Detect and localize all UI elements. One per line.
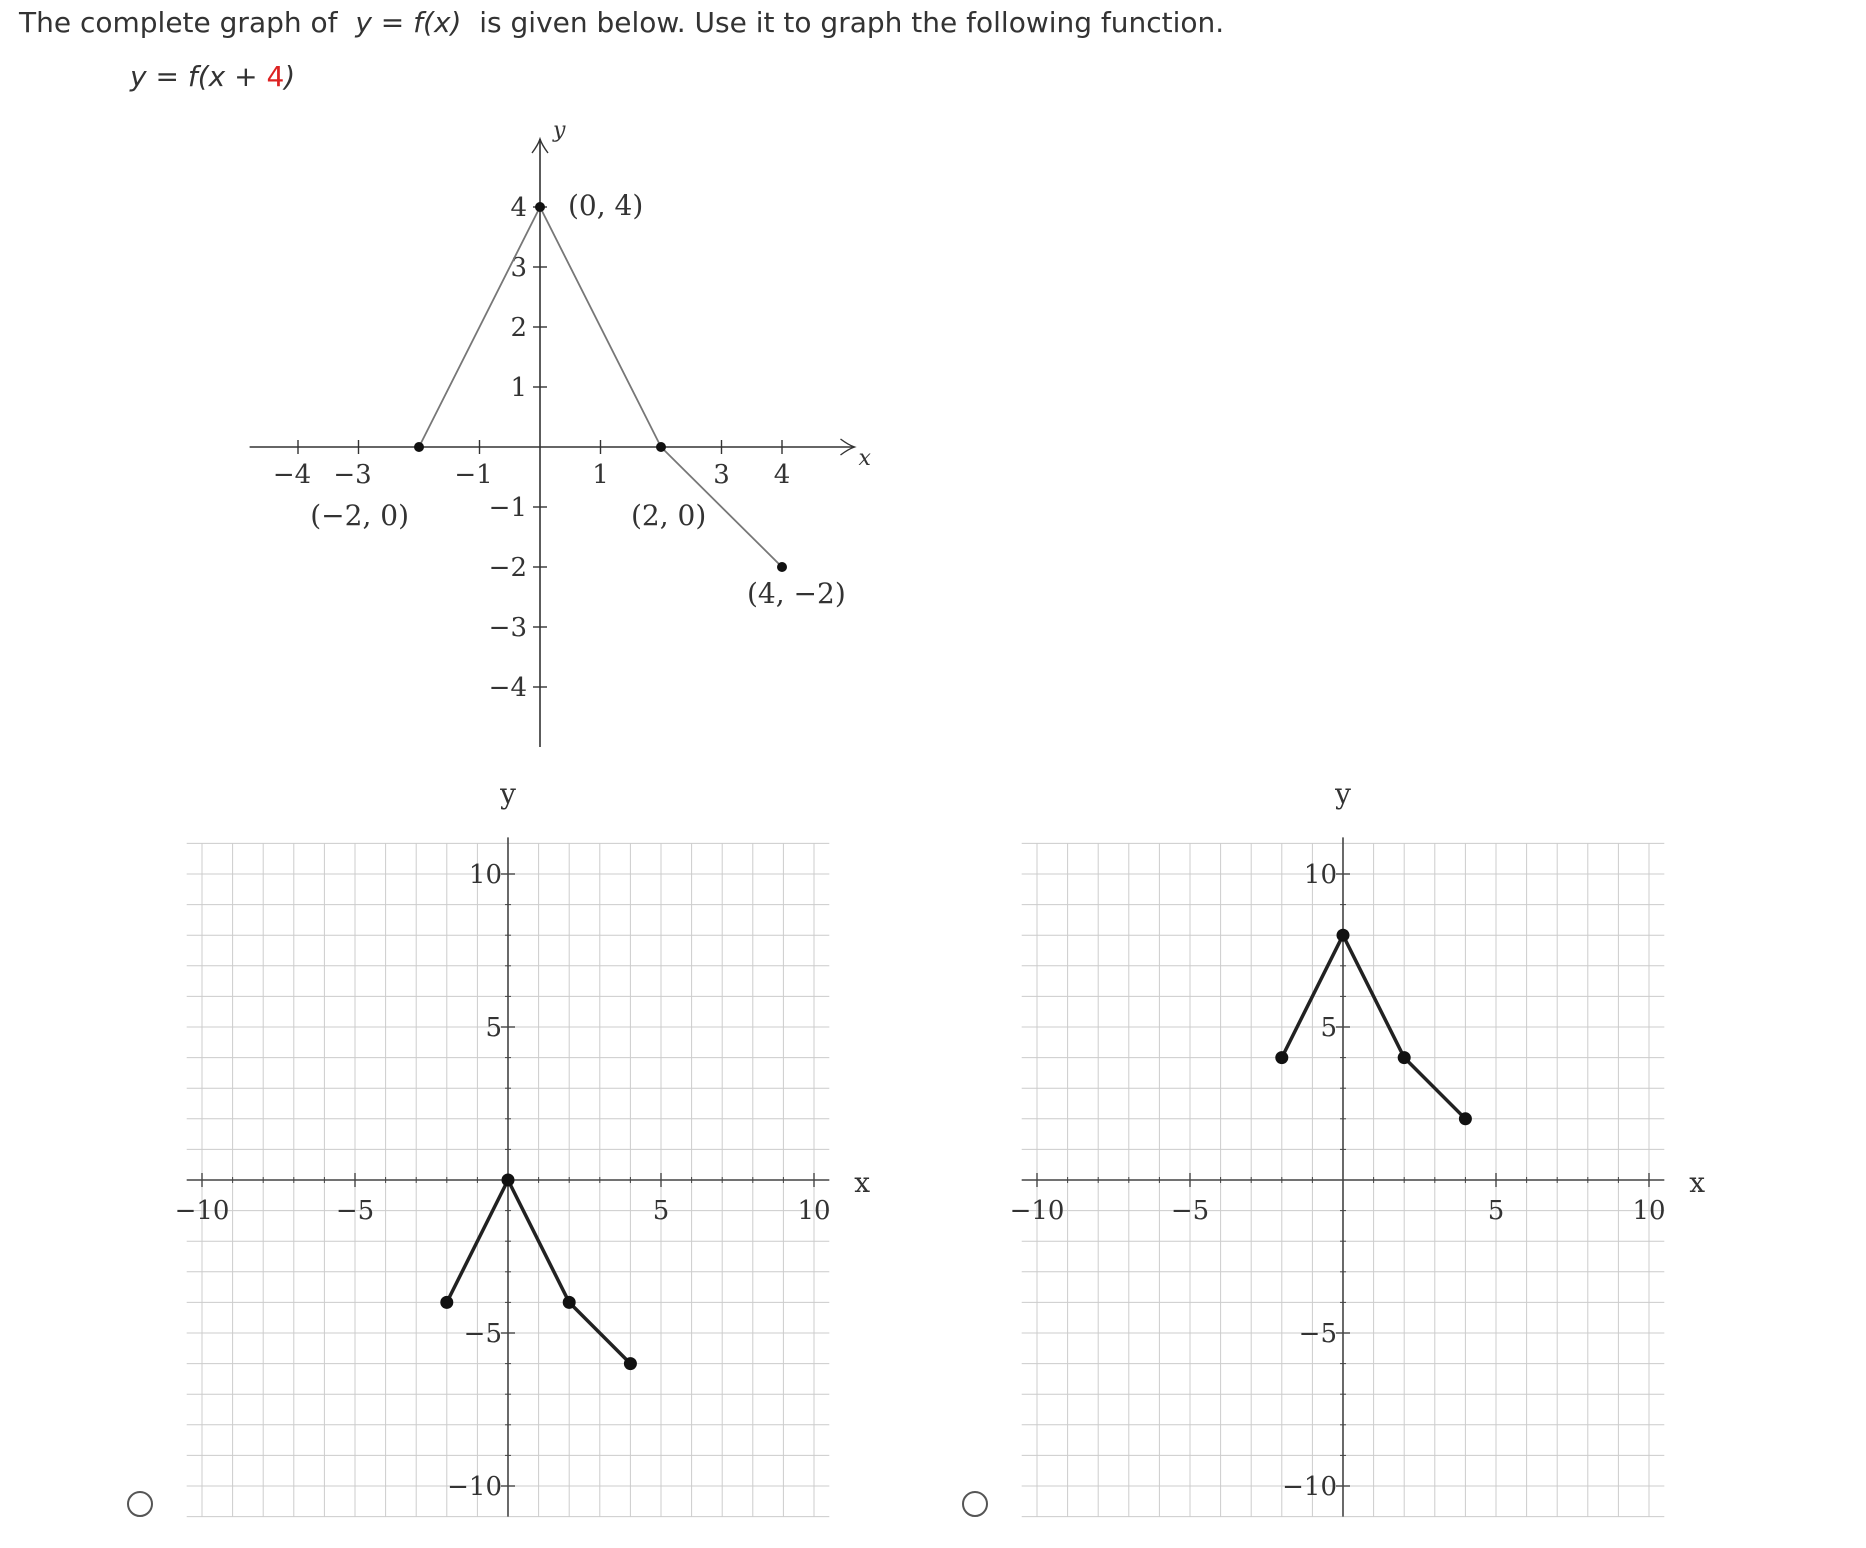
x-tick-label: 10 [1632,1196,1666,1226]
target-suffix: ) [284,60,296,93]
point-label: (0, 4) [568,189,644,222]
reference-point [535,202,545,212]
reference-point [777,562,787,572]
y-tick-label: 10 [468,860,502,890]
y-tick-label: 10 [1303,860,1337,890]
y-axis-label: y [1335,777,1351,811]
y-tick-label: −2 [488,553,527,583]
answer-point [624,1357,637,1370]
y-tick-label: 2 [510,313,527,343]
x-tick-label: 5 [1487,1196,1505,1226]
x-tick-label: 4 [773,460,791,490]
x-tick-label: −5 [335,1196,375,1226]
point-label: (2, 0) [631,499,707,532]
x-tick-label: 3 [713,460,730,490]
reference-point [656,442,666,452]
answer-point [440,1296,453,1309]
point-label: (4, −2) [747,577,846,610]
choice-b-graph[interactable] [1010,777,1706,1516]
y-tick-label: 4 [510,193,527,223]
x-tick-label: 10 [797,1196,831,1226]
prompt-prefix: The complete graph of [19,6,338,39]
answer-point [1459,1112,1472,1125]
target-prefix: y = f(x + [130,60,267,93]
x-axis-label: x [1689,1166,1706,1199]
x-tick-label: −3 [333,460,372,490]
prompt-function: y = f(x) [355,6,462,39]
y-axis-label: y [500,777,516,811]
y-tick-label: −1 [488,493,527,523]
y-tick-label: 1 [510,373,527,403]
target-shift: 4 [266,60,285,93]
choice-a-radio[interactable] [127,1491,153,1517]
answer-point [563,1296,576,1309]
x-tick-label: −4 [272,460,312,490]
y-axis-label: y [553,118,566,143]
choice-a-graph[interactable] [175,777,871,1516]
x-tick-label: 5 [652,1196,670,1226]
answer-point [1275,1051,1288,1064]
y-tick-label: −5 [1298,1319,1337,1349]
prompt-suffix: is given below. Use it to graph the following function. [479,6,1225,39]
x-tick-label: −5 [1170,1196,1210,1226]
x-axis-label: x [858,446,871,471]
y-tick-label: −10 [1282,1472,1337,1502]
y-tick-label: 5 [1320,1013,1337,1043]
x-axis-label: x [854,1166,871,1199]
reference-graph [250,118,872,747]
choice-b-radio[interactable] [962,1491,988,1517]
y-tick-label: −4 [488,673,527,703]
y-tick-label: −10 [447,1472,502,1502]
point-label: (−2, 0) [310,499,409,532]
x-tick-label: −10 [174,1196,230,1226]
reference-curve [419,207,782,567]
answer-point [502,1174,515,1187]
answer-point [1337,929,1350,942]
y-tick-label: −5 [463,1319,502,1349]
y-tick-label: 3 [510,253,527,283]
y-tick-label: 5 [485,1013,502,1043]
x-tick-label: −10 [1009,1196,1065,1226]
reference-point [414,442,424,452]
answer-point [1398,1051,1411,1064]
x-tick-label: −1 [454,460,493,490]
y-tick-label: −3 [488,613,527,643]
x-tick-label: 1 [592,460,609,490]
